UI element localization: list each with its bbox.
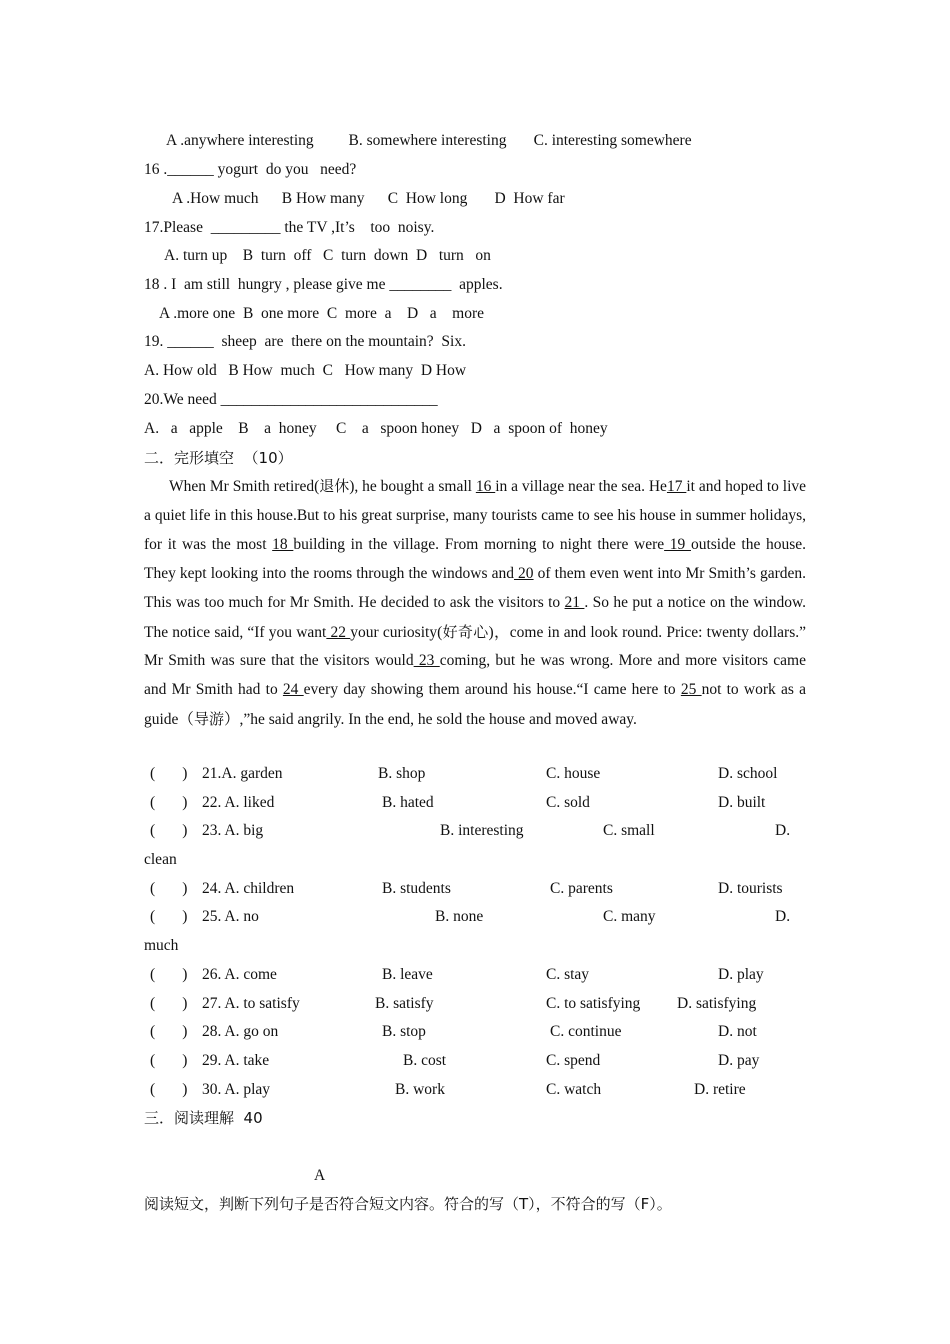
blank-20: 20	[513, 564, 534, 582]
blank-16: 16	[475, 478, 496, 495]
q16-options: A .How much B How many C How long D How far	[172, 190, 565, 207]
cloze-item-29: ( ) 29. A. take B. cost C. spend D. pay	[150, 1052, 760, 1069]
q20-options: A. a apple B a honey C a spoon honey D a spoon of honey	[144, 420, 608, 437]
cloze-item-22: ( ) 22. A. liked B. hated C. sold D. built	[150, 794, 766, 811]
reading-heading: 三．阅读理解 40	[144, 1109, 263, 1127]
blank-24: 24	[282, 681, 304, 699]
q18-stem: 18 . I am still hungry , please give me ________ apples.	[144, 276, 503, 293]
q19-stem: 19. ______ sheep are there on the mountain? Six.	[144, 333, 466, 350]
q18-options: A .more one B one more C more a D a more	[159, 305, 484, 322]
reading-section-label: A	[314, 1167, 326, 1184]
cloze-item-25: ( ) 25. A. no B. none C. many D.	[150, 908, 791, 925]
blank-18: 18	[272, 535, 294, 553]
cloze-item-21: ( ) 21.A. garden B. shop C. house D. school	[150, 765, 778, 782]
reading-instruction: 阅读短文，判断下列句子是否符合短文内容。符合的写（T），不符合的写（F）。	[144, 1195, 672, 1213]
cloze-item-30: ( ) 30. A. play B. work C. watch D. retire	[150, 1081, 746, 1098]
cloze-item-28: ( ) 28. A. go on B. stop C. continue D. not	[150, 1023, 757, 1040]
blank-25: 25	[680, 681, 702, 699]
cloze-item-24: ( ) 24. A. children B. students C. parents D. tourists	[150, 880, 783, 897]
blank-21: 21	[564, 593, 585, 611]
q17-options: A. turn up B turn off C turn down D turn on	[164, 247, 491, 264]
q15-options: A .anywhere interesting B. somewhere interesting C. interesting somewhere	[166, 132, 692, 149]
cloze-item-25-wrap: much	[144, 937, 179, 954]
q19-options: A. How old B How much C How many D How	[144, 362, 467, 379]
cloze-item-26: ( ) 26. A. come B. leave C. stay D. play	[150, 966, 764, 983]
blank-23: 23	[413, 652, 440, 670]
cloze-item-23-wrap: clean	[144, 851, 177, 868]
cloze-item-23: ( ) 23. A. big B. interesting C. small D.	[150, 822, 791, 839]
cloze-item-27: ( ) 27. A. to satisfy B. satisfy C. to satisfying D. satisfying	[150, 995, 757, 1012]
q20-stem: 20.We need ____________________________	[144, 391, 438, 408]
blank-22: 22	[326, 623, 351, 641]
q17-stem: 17.Please _________ the TV ,It’s too noisy.	[144, 219, 435, 236]
cloze-heading: 二．完形填空 （10）	[144, 449, 293, 467]
cloze-passage: When Mr Smith retired(退休), he bought a small 16 in a village near the sea. He17 it and hoped to live a quiet life in this house.But to his great surprise, many tourists came to see his house in summer holidays, for it was the most 18 building in the village. From morning to night there were 19 outside the house. They kept looking into the rooms through the windows and 20 of them even went into Mr Smith’s garden. This was too much for Mr Smith. He decided to ask the visitors to 21 . So he put a notice on the window. The notice said, “If you want 22 your curiosity(好奇心)，come in and look round. Price: twenty dollars.” Mr Smith was sure that the visitors would 23 coming, but he was wrong. More and more visitors came and Mr Smith had to 24 every day showing them around his house.“I came here to 25 not to work as a guide（导游）,”he said angrily. In the end, he sold the house and moved away.	[144, 477, 807, 729]
q16-stem: 16 .______ yogurt do you need?	[144, 161, 357, 178]
blank-19: 19	[664, 535, 691, 553]
blank-17: 17	[666, 478, 687, 495]
